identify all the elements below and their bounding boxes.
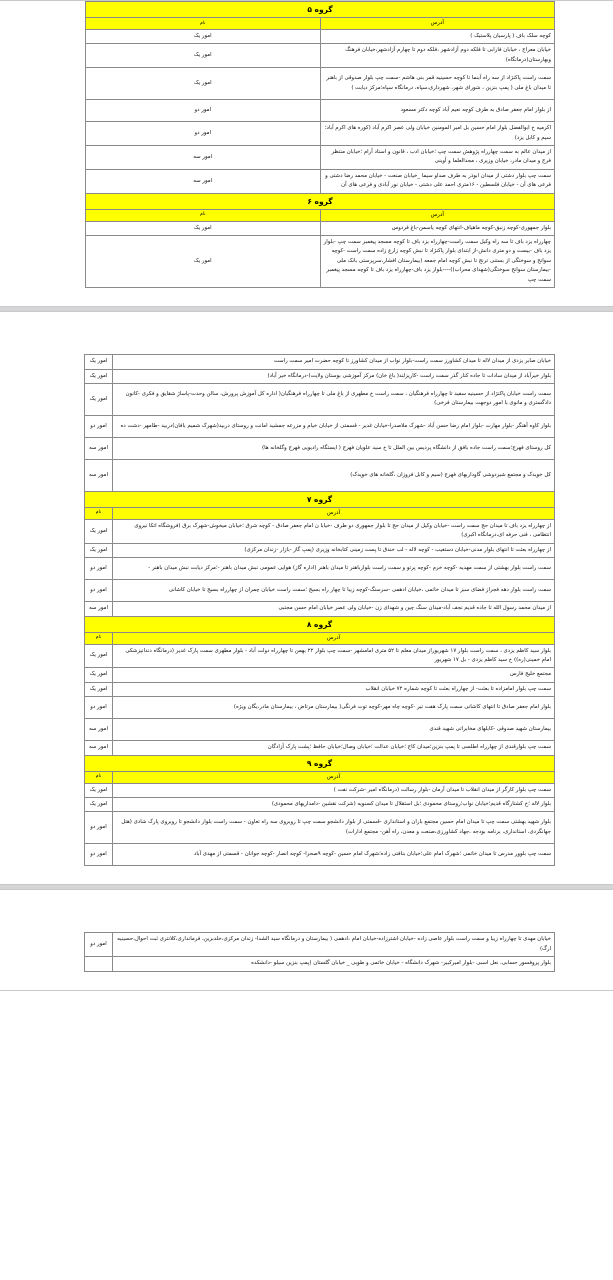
cell-unit: امور یک <box>85 543 113 557</box>
cell-unit: امور دو <box>85 812 113 844</box>
table-row <box>85 741 555 755</box>
cell-unit <box>85 957 113 971</box>
table-header-row <box>85 632 555 644</box>
table-row <box>85 668 555 682</box>
table-row <box>85 415 555 437</box>
table-row <box>85 580 555 602</box>
cell-unit: امور سه <box>85 719 113 741</box>
cell-unit: امور دو <box>85 933 113 957</box>
group-banner-label: گروه ۵ <box>86 2 555 18</box>
group-banner-row <box>85 616 555 632</box>
cell-address: کل خویدک و مجتمع شیردوشی گاوداربهای فهرج (سیم و کابل فروزان ،گلخانه های خویدک) <box>113 459 555 491</box>
cell-unit: امور یک <box>85 783 113 797</box>
cell-unit: امور یک <box>86 236 321 288</box>
cell-unit: امور یک <box>85 383 113 415</box>
table-row <box>85 355 555 369</box>
table-row <box>86 100 555 122</box>
cell-unit: امور دو <box>85 697 113 719</box>
cell-unit: امور دو <box>85 844 113 866</box>
table-row <box>86 30 555 44</box>
cell-address: بلوار امام جعفر صادق تا انتهای کاشانی سمت پارک هفت تیر -کوچه چاه مهر-کوچه توت فرنگی( بیمارستان مرتاض ، بیمارستان مادر،یگان ویژه) <box>113 697 555 719</box>
document-page <box>0 889 613 990</box>
table-row <box>85 558 555 580</box>
document-page <box>0 0 613 307</box>
column-header-unit: نام <box>85 507 113 519</box>
group-banner-label: گروه ۸ <box>85 616 555 632</box>
cell-unit: امور یک <box>86 221 321 235</box>
cell-address: خیابان مهدی تا چهارراه زیبا و سمت راست بلوار عاصی زاده -خیابان اشترزاده-خیابان امام ،ادهمی ( بیمارستان و درمانگاه سید الشدا- زندان مرکزی،خلدبرین، فرمانداری،کلانتری ثبت احوال،حسینیه ارگ) <box>113 933 555 957</box>
column-header-unit: نام <box>86 18 321 30</box>
cell-address: بلوار خیرآباد از میدان سادات تا جاده کنار گذر سمت راست -کاریزلند( باغ خان) مرکز آموزشی بوستان ولایت)-درمانگاه خیر آباد) <box>113 369 555 383</box>
cell-unit: امور یک <box>86 44 321 68</box>
cell-address: مجتمع خلیج فارس <box>113 668 555 682</box>
table-row <box>85 602 555 616</box>
table-row <box>86 221 555 235</box>
cell-address: بلوار شهید بهشتی سمت چپ تا میدان امام حسین مجتمع باران و استانداری -قسمتی از بلوار دانشجو سمت چپ تا روبروی سه راه تعاون - سمت راست بلوار دانشجو تا روبروی پارک شادی (هتل جهانگردی، استانداری، برنامه بودجه ،جهاد کشاورزی،صنعت و معدن، راه آهن- مجتمع ادارات) <box>113 812 555 844</box>
address-table-body <box>85 355 555 866</box>
address-table-body <box>86 2 555 288</box>
address-table <box>85 1 555 288</box>
cell-unit: امور دو <box>85 558 113 580</box>
address-table <box>84 932 555 971</box>
cell-address: از میدان عالم به سمت چهارراه پژوهش سمت چپ ؛خیابان ادب ، قانون و استاد آرام ؛خیابان منتظر فرج و میدان مادر، خیابان وزیری ، مجدالعلما و أوینی <box>320 146 555 170</box>
page-top-spacer <box>85 312 555 354</box>
table-row <box>85 933 555 957</box>
page-bottom-spacer <box>85 972 555 990</box>
group-banner-label: گروه ۷ <box>85 491 555 507</box>
cell-unit: امور سه <box>85 437 113 459</box>
cell-address: سمت راست بلوار بهشتی از سمت مهدیه -کوچه خرم -کوچه پرتو و سمت راست بلوارباهنر تا میدان باهنر (اداره گاز) هوایی عمومی نبش میدان باهنر -؛مرکز دیابت نبش میدان باهنر - <box>113 558 555 580</box>
cell-address: بیمارستان شهید صدوقی -کابلهای مخابراتی شهید قندی <box>113 719 555 741</box>
column-header-address: آدرس <box>113 507 555 519</box>
group-banner-row <box>86 2 555 18</box>
cell-address: خیابان معراج ، خیابان فارابی تا فلکه دوم آزادشهر ،فلکه دوم تا چهارم آزادشهر،خیابان فرهنگ وبهارستان(درمانگاه) <box>320 44 555 68</box>
column-header-unit: نام <box>85 771 113 783</box>
group-banner-row <box>86 193 555 209</box>
cell-address: از بلوار امام جعفر صادق به طرف کوچه نعیم آباد کوچه دکتر مسعود <box>320 100 555 122</box>
cell-address: از چهارراه یزد باف تا میدان حج سمت راست -خیابان وکیل از میدان حج تا بلوار جمهوری دو طرف -خیابا ن امام جعفر صادق - کوچه شرق ؛خیابان میخوش-شهرک برق (فروشگاه اتکا نیروی انتظامی ، فنی حرفه ای،درمانگاه اکبری) <box>113 519 555 543</box>
page-bottom-spacer <box>85 288 555 306</box>
table-header-row <box>85 507 555 519</box>
group-banner-row <box>85 755 555 771</box>
table-row <box>86 236 555 288</box>
cell-unit: امور سه <box>85 459 113 491</box>
table-row <box>85 719 555 741</box>
group-banner-label: گروه ۶ <box>86 193 555 209</box>
cell-address: بلوار پروفسور حسابی، نعل اسبی -بلوار امیرکبیر- شهرک دانشگاه - خیابان خاتمی و طوبی _ خیابان گلستان (پمپ بنزین سیلو -دانشکده <box>113 957 555 971</box>
cell-address: چهارراه یزد باف تا سه راه وکیل سمت راست-چهارراه یزد باف تا کوچه مسجد پیغمبر سمت چپ -بلوار یزد باف -بیست و دو متری دانش-از ابتدای بلوار پاکنژاد تا نبش کوچه زارع زاده سمت راست -کوچه سوانح و سوختگی از بستنی ترنج تا نبش کوچه امام جمعه (بیمارستان افشار،سرپرستی بانک ملی -بیمارستان سوانح سوختگی(شهدای محراب))----بلوار یزد باف-چهارراه یزد باف تا کوچه مسجد پیغمبر سمت چپ <box>320 236 555 288</box>
page-content <box>0 312 613 884</box>
column-header-address: آدرس <box>113 771 555 783</box>
cell-address: سمت چپ بلوور مدرس تا میدان خاتمی ؛شهرک امام علی؛خیابان بنافتی زاده؛شهرک امام حسین -کوچه ۹صحرا- کوچه انصار -کوچه جوانان - قسمتی از مهدی آباد <box>113 844 555 866</box>
cell-unit: امور یک <box>85 369 113 383</box>
table-row <box>86 122 555 146</box>
table-header-row <box>85 771 555 783</box>
table-row <box>86 146 555 170</box>
cell-unit: امور دو <box>85 415 113 437</box>
cell-address: بلوار جمهوری-کوچه زنبق-کوچه ماهیاف-انتهای کوچه یاسمن-باغ فردوس <box>320 221 555 235</box>
table-row <box>86 68 555 100</box>
cell-address: خیابان صابر یزدی از میدان لاله تا میدان کشاورز سمت راست-بلوار نواب از میدان کشاورز تا کوچه حضرت امیر سمت راست <box>113 355 555 369</box>
table-row <box>85 519 555 543</box>
cell-address: سمت چپ بلوار دشتی از میدان ابوذر به طرف صداو سیما _خیابان صنعت - خیابان محمد رضا دشتی و فرعی های آن - خیابان فلسطین - ۱۶متری احمد علی دشتی - خیابان نور آبادی و فرعی های آن <box>320 169 555 193</box>
cell-address: سمت چپ بلوار کارگر از میدان انقلاب تا میدان آرمان -بلوار رسالت (درمانگاه امیر -شرکت نفت ) <box>113 783 555 797</box>
column-header-unit: نام <box>85 632 113 644</box>
cell-unit: امور یک <box>85 682 113 696</box>
cell-address: کوچه سلک باف ( پارسیان پلاستیک ) <box>320 30 555 44</box>
group-banner-label: گروه ۹ <box>85 755 555 771</box>
cell-address: بلوار لاله ؛خ کشتارگاه قدیم؛خیابان نواب؛روستای محمودی ؛بل استقلال تا میدان کسنویه (شرکت نقشین -دامداریهای محمودی) <box>113 797 555 811</box>
column-header-address: آدرس <box>320 18 555 30</box>
cell-unit: امور سه <box>85 741 113 755</box>
table-header-row <box>86 209 555 221</box>
table-row <box>85 783 555 797</box>
column-header-unit: نام <box>86 209 321 221</box>
page-content <box>0 890 613 989</box>
table-row <box>85 844 555 866</box>
cell-address: سمت چپ بلوار امامزاده تا بعثت- از چهارراه بعثت تا کوچه شماره ۷۲ خیابان انقلاب <box>113 682 555 696</box>
table-row <box>85 682 555 696</box>
table-row <box>85 797 555 811</box>
cell-unit: امور سه <box>86 146 321 170</box>
table-header-row <box>86 18 555 30</box>
page-bottom-spacer <box>85 866 555 884</box>
table-row <box>85 697 555 719</box>
table-row <box>86 44 555 68</box>
cell-address: بلوار سید کاظم یزدی ، سمت راست بلوار ۱۷ شهریوراز میدان معلم تا ۵۲ متری امامشهر -سمت چپ بلوار ۲۲ بهمن تا چهارراه دولت آباد - بلوار مطهری سمت پارک غدیر (درمانگاه دندانپزشکی امام خمینی(ره)) خ سید کاظم یزدی - بل ۱۷ شهریور <box>113 644 555 668</box>
table-row <box>85 957 555 971</box>
table-row <box>85 459 555 491</box>
table-row <box>85 543 555 557</box>
cell-unit: امور یک <box>85 355 113 369</box>
page-top-spacer <box>85 890 555 932</box>
cell-address: از چهارراه بعثت تا انتهای بلوار مدنی-خیابان دستغیب - کوچه لاله - لب خندق تا پست زمینی کتابخانه وزیری (پمپ گاز -بازار -زندان مرکزی) <box>113 543 555 557</box>
cell-unit: امور دو <box>86 100 321 122</box>
table-row <box>85 369 555 383</box>
cell-address: سمت راست بلوار دهه فجراز فضای سبز تا میدان خاتمی ،خیابان ادهمی -سرسنگ-کوچه زیبا تا چهار راه بسیج ؛سمت راست خیابان چمران از چهارراه بسیج تا خیابان کاشانی <box>113 580 555 602</box>
cell-address: بلوار کاوه آهنگر -بلوار مهارت -بلوار امام رضا حسن آباد -شهرک ملاصدرا-خیابان غدیر - قسمتی از خیابان خیام و مزرعه جمشید امانت و روستای دربید(شهرک شمیم بافان)دربید -طامهر -دشت ده <box>113 415 555 437</box>
cell-unit: امور سه <box>86 169 321 193</box>
cell-unit: امور دو <box>86 122 321 146</box>
document-page <box>0 311 613 885</box>
page-content <box>0 1 613 306</box>
address-table <box>84 354 555 866</box>
cell-unit: امور یک <box>86 30 321 44</box>
table-row <box>86 169 555 193</box>
table-row <box>85 437 555 459</box>
cell-address: کل روستای فهرج؛سمت راست جاده بافق از دانشگاه پردیس بین الملل تا خ سید علویان فهرج ( ایستگاه رادیویی فهرج وگلخانه ها) <box>113 437 555 459</box>
table-row <box>85 812 555 844</box>
cell-address: سمت راست پاکنژاد از سه راه آبنما تا کوچه حسینیه قمر بنی هاشم -سمت چپ بلوار صدوقی از باهنر تا میدان باغ ملی ( پمپ بنزین ، شورای شهر، شهرداری،سپاه، درمانگاه سپاه؛مرکز دیابت ) <box>320 68 555 100</box>
column-header-address: آدرس <box>320 209 555 221</box>
address-table-body <box>85 933 555 971</box>
table-row <box>85 644 555 668</box>
cell-unit: امور یک <box>85 519 113 543</box>
cell-unit: امور یک <box>85 668 113 682</box>
column-header-address: آدرس <box>113 632 555 644</box>
cell-unit: امور یک <box>85 644 113 668</box>
cell-address: اکرمیه خ ابوالفضل بلوار امام حسین بل امیر المومنین خیابان ولی عصر اکرم آباد (کوره های اکرم آباد؛سیم و کابل یزد) <box>320 122 555 146</box>
cell-unit: امور دو <box>85 580 113 602</box>
cell-unit: امور یک <box>86 68 321 100</box>
cell-unit: امور سه <box>85 602 113 616</box>
group-banner-row <box>85 491 555 507</box>
table-row <box>85 383 555 415</box>
cell-address: از میدان محمد رسول الله تا جاده قدیم نجف آباد-میدان سنگ چین و شهدای زن -خیابان ولی عصر خیابان امام حسن مجتبی <box>113 602 555 616</box>
cell-unit: امور یک <box>85 797 113 811</box>
cell-address: سمت راست خیابان پاکنژاد از حسینیه سفید تا چهارراه فرهنگیان ، سمت راست خ مطهری از باغ ملی تا چهارراه فرهنگیان( اداره کل آموزش پرورش، سالن وحدت-پاساژ شقایق و فکری -کانون دادگستری و مانوی با امور دوجهت بیمارستان فرخی) <box>113 383 555 415</box>
cell-address: سمت چپ بلوارقندی از چهارراه اطلسی تا پمپ بنزین؛میدان کاج ؛خیابان عدالت ؛خیابان وصال؛خیابان حافظ ؛پشت پارک آزادگان <box>113 741 555 755</box>
